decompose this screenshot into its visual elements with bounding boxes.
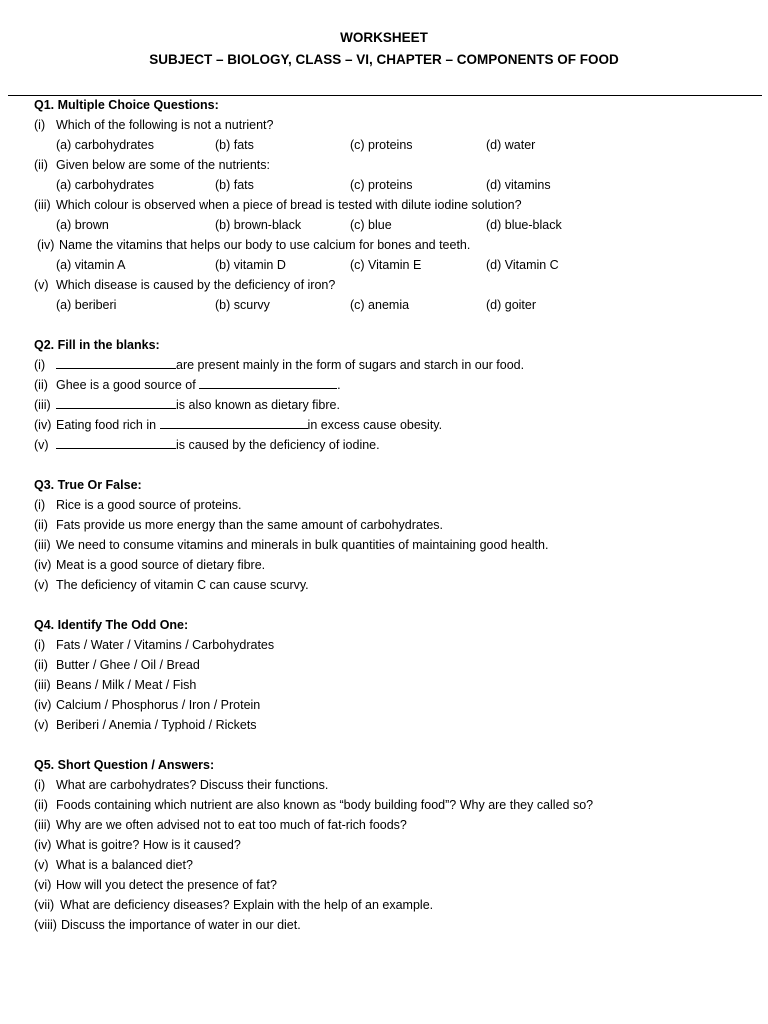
item-number: (iv) [34, 838, 52, 852]
odd-one-item [34, 655, 754, 675]
short-question-item [34, 855, 754, 875]
item-number: (i) [34, 498, 46, 512]
option-d: (d) goiter [486, 298, 537, 312]
short-question-item [34, 915, 754, 935]
short-question-item [34, 775, 754, 795]
item-number: (iv) [34, 558, 52, 572]
question-item [34, 195, 754, 215]
statement-item [34, 515, 754, 535]
option-row [34, 175, 754, 195]
short-question-text: Foods containing which nutrient are also known as “body building food”? Why are they called so? [56, 798, 594, 812]
option-b: (b) fats [215, 138, 254, 152]
option-c: (c) Vitamin E [350, 258, 422, 272]
option-a: (a) beriberi [56, 298, 117, 312]
option-row [34, 215, 754, 235]
blank-after: . [337, 378, 341, 392]
option-b: (b) fats [215, 178, 254, 192]
odd-one-text: Fats / Water / Vitamins / Carbohydrates [56, 638, 275, 652]
q4-heading: Q4. Identify The Odd One: [34, 618, 189, 632]
item-number: (ii) [34, 378, 48, 392]
fill-blank-item [34, 415, 754, 435]
option-d: (d) vitamins [486, 178, 551, 192]
item-number: (ii) [34, 518, 48, 532]
question-text: Name the vitamins that helps our body to use calcium for bones and teeth. [59, 238, 471, 252]
item-number: (v) [34, 438, 49, 452]
statement-item [34, 555, 754, 575]
answer-blank [56, 355, 176, 369]
option-a: (a) brown [56, 218, 109, 232]
item-number: (v) [34, 278, 49, 292]
statement-item [34, 535, 754, 555]
fill-blank-item [34, 395, 754, 415]
q1-heading: Q1. Multiple Choice Questions: [34, 98, 219, 112]
answer-blank [160, 415, 308, 429]
blank-after: is also known as dietary fibre. [176, 398, 340, 412]
worksheet-title: WORKSHEET [340, 30, 428, 45]
short-question-item [34, 815, 754, 835]
fill-blank-item [34, 435, 754, 455]
question-item [34, 115, 754, 135]
fill-blank-item [34, 355, 754, 375]
option-c: (c) blue [350, 218, 392, 232]
item-number: (vii) [34, 898, 55, 912]
item-number: (iv) [37, 238, 55, 252]
short-question-text: What are deficiency diseases? Explain with the help of an example. [60, 898, 434, 912]
item-number: (v) [34, 578, 49, 592]
short-question-text: Discuss the importance of water in our diet. [61, 918, 301, 932]
answer-blank [56, 395, 176, 409]
q5-heading: Q5. Short Question / Answers: [34, 758, 215, 772]
answer-blank [56, 435, 176, 449]
question-item [34, 235, 754, 255]
fill-blank-item [34, 375, 754, 395]
item-number: (i) [34, 778, 46, 792]
option-b: (b) brown-black [215, 218, 302, 232]
item-number: (v) [34, 718, 49, 732]
odd-one-item [34, 695, 754, 715]
statement-text: The deficiency of vitamin C can cause scurvy. [56, 578, 309, 592]
item-number: (ii) [34, 658, 48, 672]
option-c: (c) proteins [350, 178, 413, 192]
short-question-text: How will you detect the presence of fat? [56, 878, 277, 892]
worksheet-subtitle: SUBJECT – BIOLOGY, CLASS – VI, CHAPTER – COMPONENTS OF FOOD [149, 52, 619, 67]
question-text: Given below are some of the nutrients: [56, 158, 271, 172]
odd-one-text: Butter / Ghee / Oil / Bread [56, 658, 200, 672]
item-number: (ii) [34, 158, 48, 172]
item-number: (viii) [34, 918, 57, 932]
statement-text: Fats provide us more energy than the same amount of carbohydrates. [56, 518, 444, 532]
q3-heading: Q3. True Or False: [34, 478, 142, 492]
short-question-text: What is goitre? How is it caused? [56, 838, 241, 852]
odd-one-text: Beriberi / Anemia / Typhoid / Rickets [56, 718, 257, 732]
question-text: Which disease is caused by the deficiency of iron? [56, 278, 336, 292]
option-a: (a) carbohydrates [56, 138, 154, 152]
option-d: (d) blue-black [486, 218, 562, 232]
odd-one-item [34, 675, 754, 695]
short-question-item [34, 895, 754, 915]
item-number: (iii) [34, 678, 51, 692]
item-number: (v) [34, 858, 49, 872]
option-a: (a) carbohydrates [56, 178, 154, 192]
option-row [34, 255, 754, 275]
item-number: (iv) [34, 698, 52, 712]
blank-before: Eating food rich in [56, 418, 160, 432]
short-question-text: What is a balanced diet? [56, 858, 193, 872]
blank-after: are present mainly in the form of sugars and starch in our food. [176, 358, 525, 372]
statement-item [34, 495, 754, 515]
statement-text: Rice is a good source of proteins. [56, 498, 242, 512]
option-b: (b) vitamin D [215, 258, 286, 272]
statement-text: Meat is a good source of dietary fibre. [56, 558, 266, 572]
blank-after: is caused by the deficiency of iodine. [176, 438, 380, 452]
item-number: (iii) [34, 538, 51, 552]
worksheet-body [34, 95, 754, 935]
odd-one-text: Calcium / Phosphorus / Iron / Protein [56, 698, 261, 712]
option-a: (a) vitamin A [56, 258, 126, 272]
short-question-item [34, 835, 754, 855]
blank-before: Ghee is a good source of [56, 378, 200, 392]
item-number: (ii) [34, 798, 48, 812]
odd-one-text: Beans / Milk / Meat / Fish [56, 678, 197, 692]
question-text: Which of the following is not a nutrient? [56, 118, 274, 132]
item-number: (i) [34, 638, 46, 652]
question-text: Which colour is observed when a piece of bread is tested with dilute iodine solution? [56, 198, 522, 212]
option-row [34, 295, 754, 315]
option-d: (d) Vitamin C [486, 258, 559, 272]
item-number: (iii) [34, 398, 51, 412]
option-c: (c) anemia [350, 298, 410, 312]
question-item [34, 275, 754, 295]
short-question-text: Why are we often advised not to eat too much of fat-rich foods? [56, 818, 407, 832]
question-item [34, 155, 754, 175]
blank-after: in excess cause obesity. [307, 418, 443, 432]
short-question-item [34, 875, 754, 895]
item-number: (iii) [34, 198, 51, 212]
item-number: (iv) [34, 418, 52, 432]
answer-blank [199, 375, 337, 389]
item-number: (vi) [34, 878, 52, 892]
option-d: (d) water [486, 138, 536, 152]
item-number: (iii) [34, 818, 51, 832]
odd-one-item [34, 635, 754, 655]
option-b: (b) scurvy [215, 298, 270, 312]
item-number: (i) [34, 118, 46, 132]
q2-heading: Q2. Fill in the blanks: [34, 338, 160, 352]
option-row [34, 135, 754, 155]
odd-one-item [34, 715, 754, 735]
short-question-item [34, 795, 754, 815]
option-c: (c) proteins [350, 138, 413, 152]
item-number: (i) [34, 358, 46, 372]
short-question-text: What are carbohydrates? Discuss their functions. [56, 778, 329, 792]
statement-text: We need to consume vitamins and minerals in bulk quantities of maintaining good health. [56, 538, 549, 552]
statement-item [34, 575, 754, 595]
